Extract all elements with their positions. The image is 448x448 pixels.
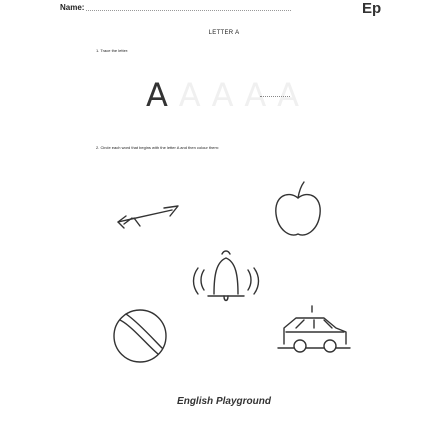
question-circle-words: 2. Circle each word that begins with the letter A and then colour them: <box>96 145 219 150</box>
name-line <box>86 4 291 11</box>
name-field <box>60 3 291 12</box>
worksheet-title: LETTER A <box>208 30 240 36</box>
trace-letter-faint: A <box>178 76 212 114</box>
bell-icon <box>184 246 268 306</box>
arrow-icon <box>114 196 202 240</box>
question-trace: 1. Trace the letter: <box>96 48 129 53</box>
trace-letter-solid: A <box>146 76 179 114</box>
trace-letter-faint: A <box>211 76 245 114</box>
name-label: Name: <box>60 3 85 12</box>
trace-dotted-line <box>260 96 290 97</box>
apple-icon <box>268 178 328 244</box>
trace-letter-faint: A <box>277 76 310 114</box>
footer-brand: English Playground <box>177 396 271 407</box>
ball-icon <box>110 306 170 366</box>
trace-letter-faint: A <box>244 76 278 114</box>
trace-letters <box>146 76 309 114</box>
brand-logo-icon: Ep <box>362 0 382 17</box>
car-icon <box>274 304 354 360</box>
